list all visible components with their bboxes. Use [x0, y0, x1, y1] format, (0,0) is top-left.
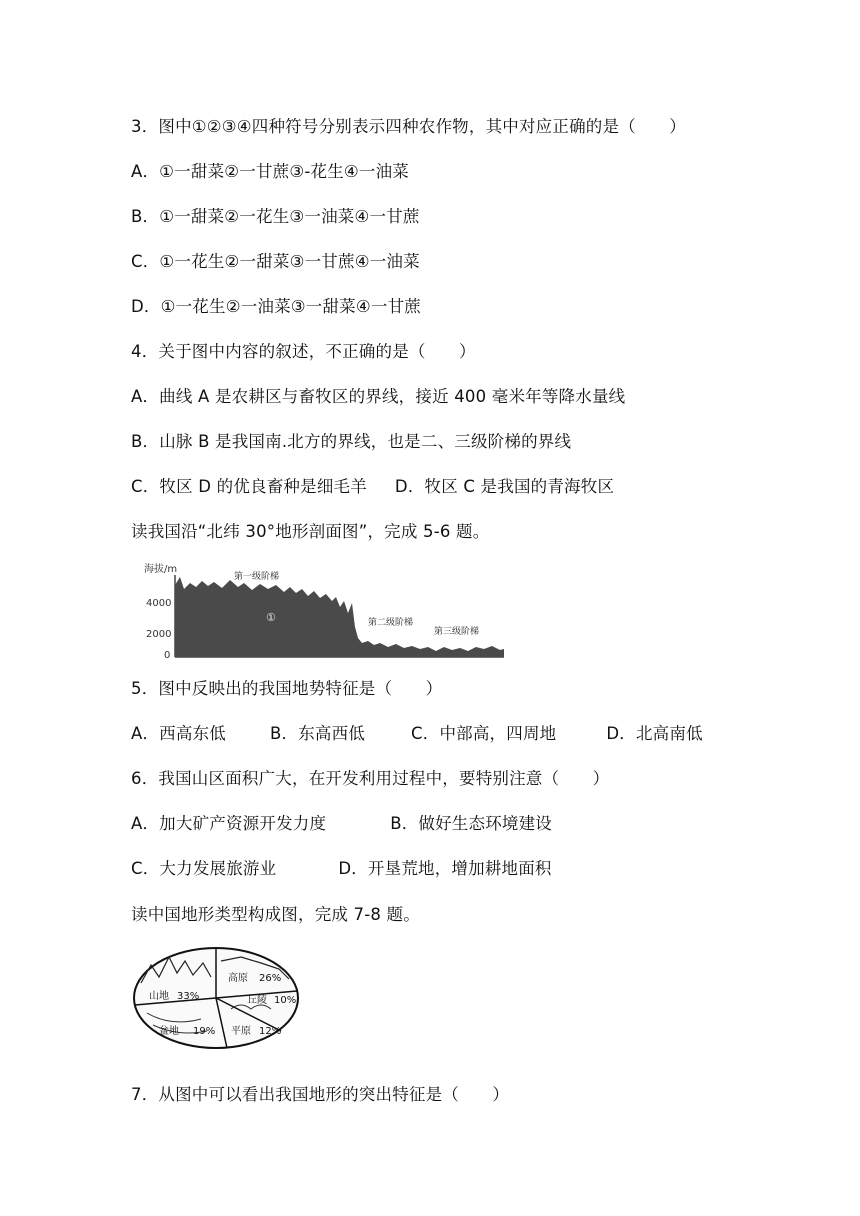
- profile-ylabel: 海拔/m: [144, 564, 178, 575]
- q4-option-a: A．曲线 A 是农耕区与畜牧区的界线，接近 400 毫米年等降水量线: [131, 387, 626, 406]
- q3-option-b: B．①一甜菜②一花生③一油菜④一甘蔗: [131, 207, 420, 226]
- pie-plain-pct: 12%: [259, 1026, 282, 1037]
- profile-step3-label: 第三级阶梯: [434, 627, 480, 637]
- profile-tick-0: 0: [164, 650, 171, 661]
- q5-option-d: D．北高南低: [606, 724, 703, 743]
- profile-step1-label: 第一级阶梯: [234, 572, 280, 582]
- pie-hills-label: 丘陵: [247, 995, 267, 1006]
- pie-basin-pct: 19%: [193, 1026, 216, 1037]
- intro-5-6: 读我国沿“北纬 30°地形剖面图”，完成 5-6 题。: [131, 522, 490, 541]
- q5-stem: 5．图中反映出的我国地势特征是（ ）: [131, 679, 443, 698]
- q6-options-ab: [131, 812, 552, 836]
- q6-option-c: C．大力发展旅游业: [131, 859, 277, 878]
- q6-stem: 6．我国山区面积广大，在开发利用过程中，要特别注意（ ）: [131, 769, 610, 788]
- profile-step2-label: 第二级阶梯: [368, 618, 414, 628]
- profile-tick-2000: 2000: [146, 629, 172, 640]
- terrain-profile-figure: [144, 563, 506, 661]
- q4-option-c: C．牧区 D 的优良畜种是细毛羊: [131, 477, 367, 496]
- q3-option-c: C．①一花生②一甜菜③一甘蔗④一油菜: [131, 252, 420, 271]
- q4-option-b: B．山脉 B 是我国南.北方的界线，也是二、三级阶梯的界线: [131, 432, 572, 451]
- q5-options: [131, 722, 703, 746]
- pie-mountain-pct: 33%: [177, 991, 200, 1002]
- q6-option-d: D．开垦荒地，增加耕地面积: [338, 859, 552, 878]
- q6-option-b: B．做好生态环境建设: [390, 814, 553, 833]
- intro-7-8: 读中国地形类型构成图，完成 7-8 题。: [131, 905, 420, 924]
- q3-option-d: D．①一花生②一油菜③一甜菜④一甘蔗: [131, 297, 421, 316]
- q4-option-d: D．牧区 C 是我国的青海牧区: [394, 477, 615, 496]
- q5-option-c: C．中部高，四周地: [411, 724, 557, 743]
- profile-marker: ①: [266, 611, 276, 624]
- q4-stem: 4．关于图中内容的叙述，不正确的是（ ）: [131, 342, 476, 361]
- pie-mountain-label: 山地: [149, 991, 169, 1002]
- q6-option-a: A．加大矿产资源开发力度: [131, 814, 327, 833]
- landform-pie-figure: [131, 943, 301, 1051]
- q5-option-a: A．西高东低: [131, 724, 226, 743]
- pie-plain-label: 平原: [231, 1026, 251, 1037]
- pie-plateau-pct: 26%: [259, 973, 282, 984]
- q6-options-cd: [131, 857, 552, 881]
- pie-plateau-label: 高原: [228, 973, 248, 984]
- pie-basin-label: 盆地: [159, 1026, 179, 1037]
- pie-hills-pct: 10%: [274, 995, 297, 1006]
- q3-option-a: A．①一甜菜②一甘蔗③-花生④一油菜: [131, 162, 410, 181]
- profile-tick-4000: 4000: [146, 598, 172, 609]
- profile-terrain: [175, 577, 504, 657]
- q3-stem: 3．图中①②③④四种符号分别表示四种农作物，其中对应正确的是（ ）: [131, 117, 686, 136]
- q7-stem: 7．从图中可以看出我国地形的突出特征是（ ）: [131, 1085, 510, 1104]
- q5-option-b: B．东高西低: [270, 724, 366, 743]
- q4-options-cd: [131, 475, 614, 499]
